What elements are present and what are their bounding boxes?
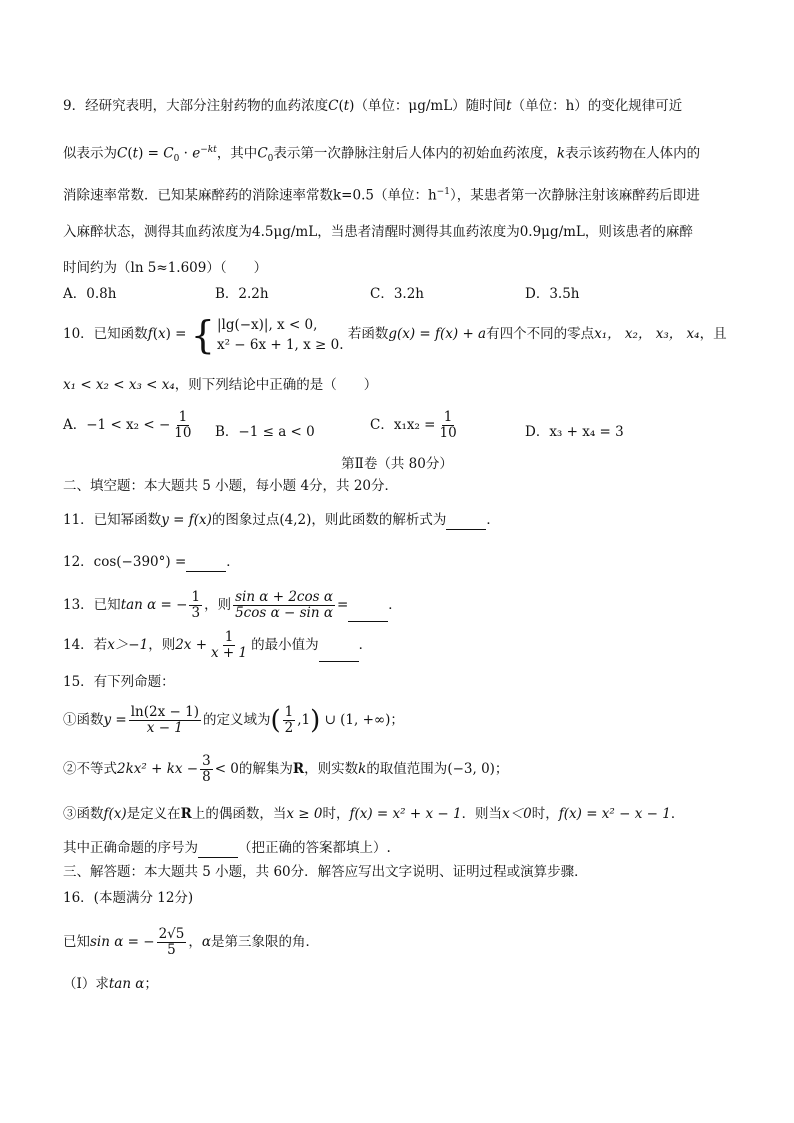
q15-math: x＜0 — [502, 806, 532, 822]
q9-text: （单位：h — [373, 187, 437, 204]
q15-text: （把正确的答案都填上）. — [238, 840, 391, 856]
q10-zeros: x₁， x₂， x₃， x₄ — [594, 326, 700, 342]
q16-text: 已知 — [63, 934, 90, 950]
frac-num: 3 — [202, 753, 211, 769]
q15-proposition-1: ①函数y = $\frac{\ln(2x - 1)}{x - 1}$ 的定义域为( $\frac{1}{2}$ ,1) ∪ (1, +∞)； — [63, 704, 404, 736]
q13-text: ，则 — [204, 597, 232, 613]
frac-num: 1 — [178, 409, 188, 425]
frac-den: x + 1 — [211, 645, 248, 661]
q9-text: 消除速率常数．已知某麻醉药的消除速率常数 — [63, 187, 333, 204]
q13-answer-blank[interactable] — [348, 607, 388, 622]
q14-text: 的最小值为 — [251, 637, 319, 653]
q15-text: ． — [670, 806, 685, 822]
q11-math: y = f(x) — [161, 512, 212, 528]
q9-line4: 入麻醉状态，测得其血药浓度为4.5μg/mL，当患者清醒时测得其血药浓度为0.9μg/mL，则该患者的麻醉 — [63, 224, 693, 240]
section2-heading: 二、填空题：本大题共 5 小题，每小题 4分，共 20分． — [63, 478, 399, 494]
frac-num: ln(2x − 1) — [130, 704, 199, 720]
q11-text: 的图象过点 — [211, 512, 280, 528]
frac-den: 8 — [202, 769, 211, 785]
frac-den: 10 — [174, 425, 192, 441]
q12-text: ． — [226, 554, 240, 570]
q10-gx: g(x) = f(x) + a — [388, 326, 487, 342]
q9-ct: C — [328, 98, 339, 114]
section3-heading: 三、解答题：本大题共 5 小题，共 60分．解答应写出文字说明、证明过程或演算步骤． — [63, 864, 588, 880]
q15-proposition-2 — [63, 752, 734, 786]
q15-math: x ≥ 0 — [286, 806, 323, 822]
q10-choice-c-text: C．x₁x₂ = — [370, 417, 436, 433]
frac-num: 2√5 — [158, 926, 185, 942]
q13-text: ． — [388, 597, 402, 613]
frac-den: 3 — [191, 605, 201, 621]
q13-math: tan α = − — [120, 597, 188, 613]
q10-choice-c[interactable] — [370, 410, 461, 441]
q11-point: (4,2) — [279, 512, 312, 528]
q15-text: ，则实数 — [304, 761, 359, 777]
frac-den: x − 1 — [146, 720, 183, 736]
q10-case1: |lg(−x)|, x < 0, — [216, 316, 318, 333]
frac-num: sin α + 2cos α — [235, 589, 333, 605]
q15-text: 时， — [322, 806, 350, 822]
q15-text: 的取值范围为 — [366, 761, 448, 777]
q9-text: （单位：μg/mL）随时间 — [354, 98, 507, 114]
q13-text: 13．已知 — [63, 597, 121, 613]
q15-text: 的定义域为 — [202, 712, 271, 728]
q15-math: f(x) = x² + x − 1 — [349, 806, 462, 822]
q16-math: α — [201, 934, 211, 950]
q11-answer-blank[interactable] — [446, 515, 486, 530]
q15-text: ②不等式 — [63, 761, 117, 777]
frac-num: 1 — [443, 409, 453, 425]
q14-text: ，则 — [148, 637, 176, 653]
q16-text: （Ⅰ）求 — [63, 976, 109, 992]
q10-text: 若函数 — [347, 326, 389, 342]
q9-text: 9．经研究表明，大部分注射药物的血药浓度 — [63, 98, 329, 114]
part2-heading: 第Ⅱ卷（共 80分） — [341, 456, 453, 472]
q15-text: ③函数 — [63, 806, 104, 822]
frac-den: 5 — [167, 942, 176, 958]
q14-text: 14．若 — [63, 637, 108, 653]
q16-part1 — [63, 974, 734, 994]
frac-num: 1 — [224, 629, 234, 645]
q15-answer-line — [63, 838, 734, 858]
q10-text: 有四个不同的零点 — [486, 326, 595, 342]
q15-math: < 0 — [214, 761, 239, 777]
q15-title: 15．有下列命题： — [63, 674, 175, 690]
q15-real-set: R — [292, 761, 305, 777]
q13 — [63, 588, 734, 622]
q9-k-value: k=0.5 — [333, 187, 374, 204]
q15-text: 的解集为 — [238, 761, 293, 777]
q12 — [63, 552, 734, 572]
q11-text: ． — [486, 512, 500, 528]
q15-text: 上的偶函数，当 — [191, 806, 287, 822]
q10-piecewise: { |lg(−x)|, x < 0, x² − 6x + 1, x ≥ 0. — [190, 312, 344, 357]
q15-proposition-3 — [63, 804, 734, 824]
q9-choice-d[interactable]: D．3.5h — [525, 286, 580, 302]
q14-math: x＞−1 — [107, 637, 149, 653]
q16-text: 是第三象限的角． — [210, 934, 319, 950]
q14 — [63, 628, 734, 662]
q10-text: ，则下列结论中正确的是（ ） — [174, 377, 378, 393]
q10-case2: x² − 6x + 1, x ≥ 0. — [216, 336, 344, 353]
q13-text: = — [336, 597, 349, 613]
q15-text: ①函数 — [63, 712, 104, 728]
q15-answer-blank[interactable] — [198, 843, 238, 858]
q10-choice-d[interactable]: D．x₃ + x₄ = 3 — [525, 424, 624, 440]
q9-formula: C — [117, 145, 128, 162]
q10-text: ，且 — [699, 326, 727, 342]
q9-line3: 消除速率常数．已知某麻醉药的消除速率常数k=0.5（单位：$h^{-1}$），某患者第一次静脉注射该麻醉药后即进 — [63, 187, 700, 204]
frac-num: 1 — [191, 589, 201, 605]
q11-text: ，则此函数的解析式为 — [311, 512, 447, 528]
frac-den: 5cos α − sin α — [235, 605, 333, 621]
q9-line2: 似表示为$C(t) = C_0 \cdot e^{-kt}$，其中$C_0$表示第一次静脉注射后人体内的初始血药浓度，k表示该药物在人体内的 — [63, 145, 701, 165]
q9-choice-c[interactable]: C．3.2h — [370, 286, 424, 302]
q9-line5: 时间约为（ln 5≈1.609）（ ） — [63, 260, 268, 276]
q16-text: ， — [188, 934, 202, 950]
q9-choice-b[interactable]: B．2.2h — [215, 286, 269, 302]
q11 — [63, 510, 734, 530]
q11-text: 11．已知幂函数 — [63, 512, 162, 528]
q16-math: tan α — [108, 976, 145, 992]
q16-statement — [63, 922, 734, 962]
q12-text: 12．cos(−390°) = — [63, 554, 187, 570]
q15-text: 是定义在 — [126, 806, 181, 822]
q9-choice-a[interactable]: A．0.8h — [63, 286, 117, 302]
q15-math: (−3, 0)； — [447, 761, 509, 777]
q9-text: ，其中 — [216, 145, 258, 162]
q9-text: 似表示为 — [63, 145, 117, 162]
q9-text: 表示该药物在人体内的 — [565, 145, 701, 162]
q15-text: 时， — [531, 806, 559, 822]
q10-text: 10．已知函数 — [63, 326, 148, 342]
q10-line2 — [63, 375, 734, 395]
q9-text: ），某患者第一次静脉注射该麻醉药后即进 — [449, 187, 700, 204]
q9-line1: 9．经研究表明，大部分注射药物的血药浓度C(t)（单位：μg/mL）随时间t（单位：h）的变化规律可近 — [63, 98, 683, 114]
q14-math: 2x + — [175, 637, 208, 653]
frac-num: 1 — [284, 704, 294, 720]
q12-answer-blank[interactable] — [186, 557, 226, 572]
q16-title: 16．(本题满分 12分) — [63, 890, 194, 906]
q15-math: k — [358, 761, 367, 777]
q14-text: ． — [358, 637, 373, 653]
q10-line1: 10．已知函数f(x) = { |lg(−x)|, x < 0, x² − 6x + 1, x ≥ 0. 若函数g(x) = f(x) + a有四个不同的零点x₁， x₂， x₃， x₄，且 — [63, 312, 727, 357]
q15-text: 其中正确命题的序号为 — [63, 840, 198, 856]
q10-choice-a[interactable] — [63, 410, 195, 441]
frac-den: 10 — [439, 425, 457, 441]
q14-answer-blank[interactable] — [319, 647, 359, 662]
q15-math: 2kx² + kx − — [117, 761, 199, 777]
q15-math: f(x) — [103, 806, 127, 822]
q15-math: y = — [103, 712, 127, 728]
frac-den: 2 — [284, 720, 294, 736]
q15-text: ∪ (1, +∞)； — [324, 712, 404, 728]
q15-real-set: R — [180, 806, 192, 822]
q16-math: sin α = − — [90, 934, 155, 950]
q15-math: f(x) = x² − x − 1 — [558, 806, 671, 822]
q15-text: ．则当 — [461, 806, 503, 822]
q10-order: x₁ < x₂ < x₃ < x₄ — [63, 377, 175, 393]
q9-text: 表示第一次静脉注射后人体内的初始血药浓度， — [273, 145, 557, 162]
q9-text: （单位：h）的变化规律可近 — [511, 98, 683, 114]
q16-text: ； — [144, 976, 158, 992]
q10-choice-b[interactable]: B．−1 ≤ a < 0 — [215, 424, 315, 440]
q10-choice-a-text: A．−1 < x₂ < − — [63, 417, 171, 433]
